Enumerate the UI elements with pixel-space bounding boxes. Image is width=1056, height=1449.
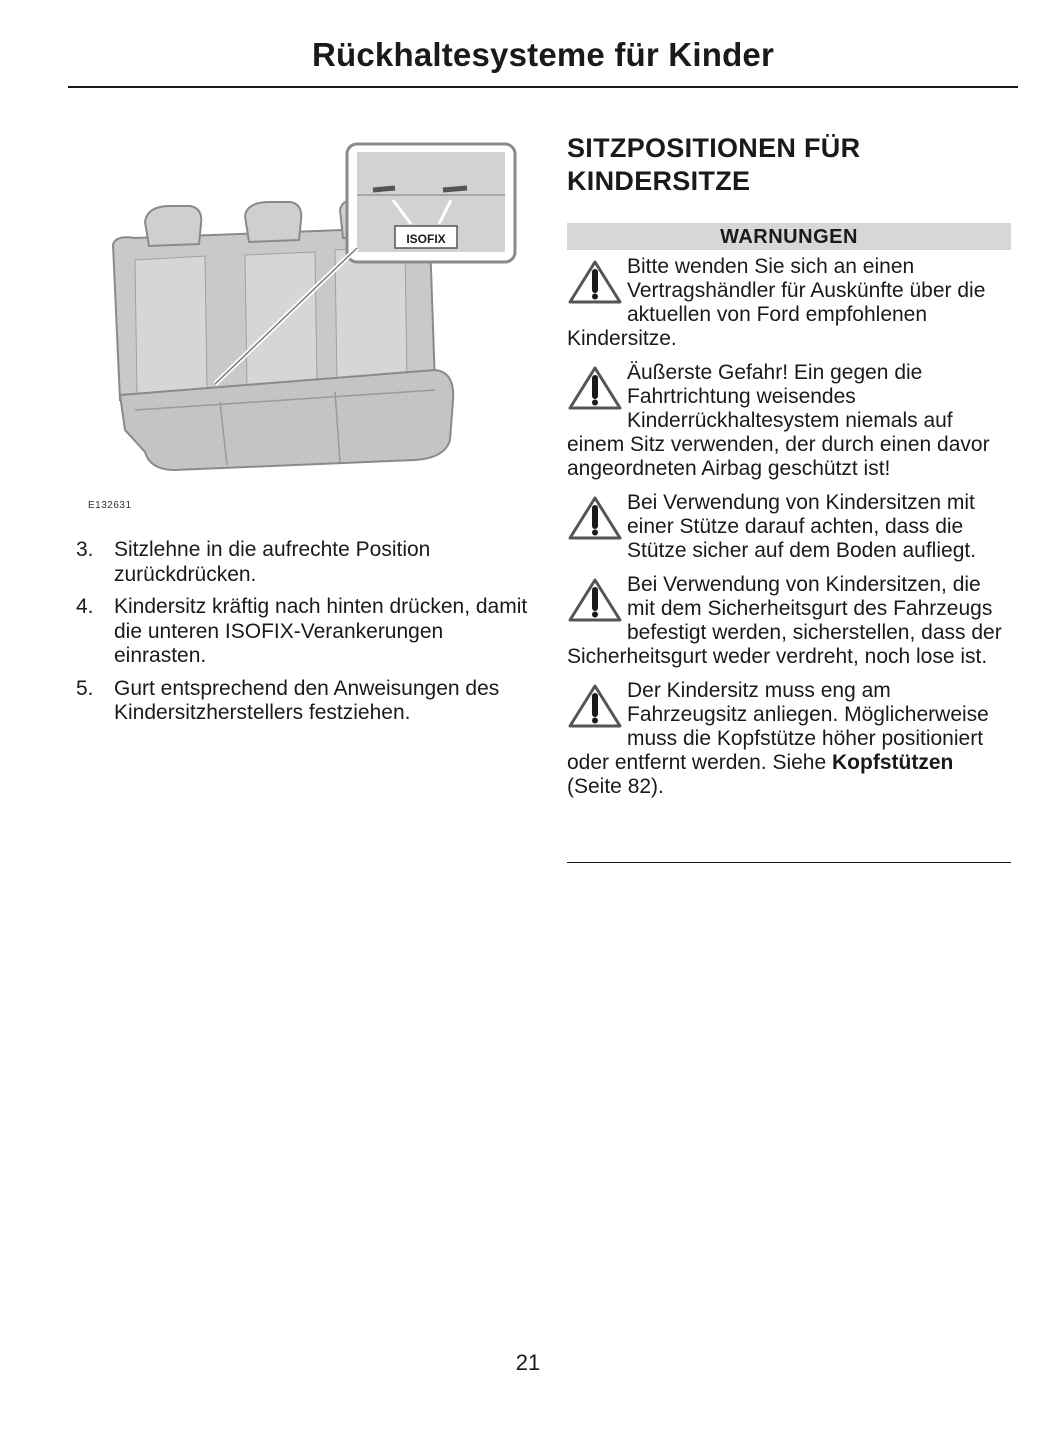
isofix-callout-label: ISOFIX (406, 232, 446, 246)
cross-reference-link[interactable]: Kopfstützen (832, 751, 954, 774)
warning-text: Äußerste Gefahr! Ein gegen die Fahrtrichtung weisendes Kinderrückhaltesystem niemals auf einem Sitz verwenden, der durch einen davor angeordneten Airbag geschützt ist! (567, 361, 990, 480)
warning-text: Bei Verwendung von Kindersitzen mit einer Stütze darauf achten, dass die Stütze sicher auf dem Boden aufliegt. (627, 491, 977, 562)
warning-item (567, 255, 1011, 351)
step-number: 5. (76, 676, 94, 700)
warnings-header: WARNUNGEN (567, 223, 1011, 250)
step-number: 3. (76, 538, 94, 561)
step-text: Gurt entsprechend den Anweisungen des Kindersitzherstellers festziehen. (114, 676, 500, 724)
warning-triangle-icon (567, 365, 623, 411)
list-item (76, 538, 531, 587)
warning-text: Der Kindersitz muss eng am Fahrzeugsitz anliegen. Möglicherweise muss die Kopfstütze höher positioniert oder entfernt werden. Siehe (567, 679, 989, 774)
warning-text: Bei Verwendung von Kindersitzen, die mit dem Sicherheitsgurt des Fahrzeugs befestigt werden, sicherstellen, dass der Sicherheitsgurt weder verdreht, noch lose ist. (567, 573, 1002, 668)
warning-item (567, 491, 1011, 563)
figure-code: E132631 (88, 500, 132, 511)
step-number: 4. (76, 595, 94, 618)
step-text: Sitzlehne in die aufrechte Position zurückdrücken. (114, 538, 431, 586)
page-header (68, 32, 1018, 88)
section-title-line: SITZPOSITIONEN FÜR (567, 133, 861, 163)
warning-triangle-icon (567, 259, 623, 305)
warning-item (567, 679, 1011, 799)
section-title-line: KINDERSITZE (567, 166, 751, 196)
warnings-end-rule (567, 862, 1011, 863)
rear-seat-isofix-illustration (95, 140, 525, 480)
warnings-list (567, 255, 1011, 809)
step-text: Kindersitz kräftig nach hinten drücken, damit die unteren ISOFIX-Verankerungen einrasten. (114, 595, 528, 667)
warning-item (567, 361, 1011, 481)
warning-triangle-icon (567, 683, 623, 729)
section-title (567, 132, 1017, 198)
page-number: 21 (515, 1350, 541, 1375)
warning-text: Bitte wenden Sie sich an einen Vertragshändler für Auskünfte über die aktuellen von Ford empfohlenen Kindersitze. (567, 255, 986, 350)
step-list (76, 538, 531, 734)
warning-triangle-icon (567, 577, 623, 623)
page-title: Rückhaltesysteme für Kinder (311, 36, 775, 73)
warning-item (567, 573, 1011, 669)
list-item (76, 677, 531, 726)
list-item (76, 595, 531, 669)
warning-triangle-icon (567, 495, 623, 541)
cross-reference-page: (Seite 82). (567, 775, 664, 798)
